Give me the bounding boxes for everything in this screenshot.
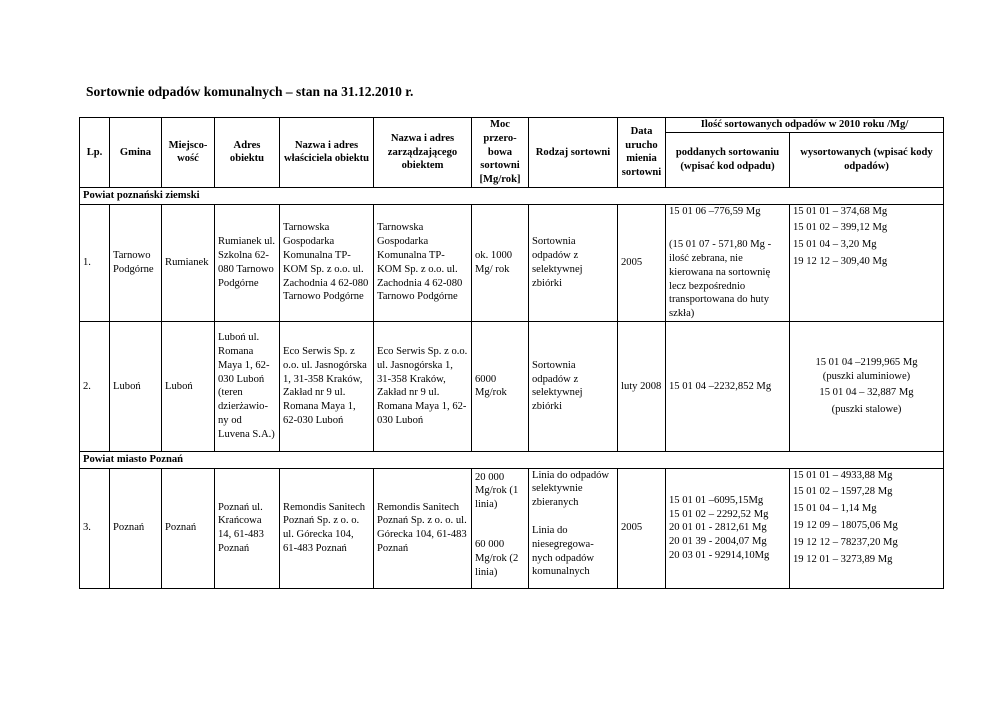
cell-lp: 1. bbox=[80, 204, 110, 321]
cell-data: 2005 bbox=[618, 468, 666, 588]
capacity-line-2: 60 000 Mg/rok (2 linia) bbox=[475, 539, 519, 578]
cell-miejscowosc: Rumianek bbox=[162, 204, 215, 321]
waste-code-entry: 15 01 02 – 2292,52 Mg bbox=[669, 508, 769, 520]
header-adres: Adres obiektu bbox=[215, 118, 280, 188]
header-poddanych: poddanych sortowaniu (wpisać kod odpadu) bbox=[666, 133, 790, 187]
header-rodzaj: Rodzaj sortowni bbox=[529, 118, 618, 188]
header-data: Data urucho mienia sortowni bbox=[618, 118, 666, 188]
waste-code-entry: 20 01 01 - 2812,61 Mg bbox=[669, 522, 767, 534]
waste-code-entry: 20 03 01 - 92914,10Mg bbox=[669, 549, 770, 561]
cell-gmina: Poznań bbox=[110, 468, 162, 588]
cell-data: 2005 bbox=[618, 204, 666, 321]
waste-code-entry: 15 01 04 – 1,14 Mg bbox=[793, 503, 877, 515]
header-miejscowosc: Miejsco-wość bbox=[162, 118, 215, 188]
waste-code-entry: 15 01 04 – 3,20 Mg bbox=[793, 239, 877, 251]
cell-adres: Luboń ul. Romana Maya 1, 62-030 Luboń (teren dzierżawio-ny od Luvena S.A.) bbox=[215, 321, 280, 451]
cell-zarzadzajacy: Remondis Sanitech Poznań Sp. z o. o. ul. Górecka 104, 61-483 Poznań bbox=[374, 468, 472, 588]
cell-zarzadzajacy: Tarnowska Gospodarka Komunalna TP-KOM Sp. z o.o. ul. Zachodnia 4 62-080 Tarnowo Podgórne bbox=[374, 204, 472, 321]
cell-poddanych bbox=[666, 204, 790, 321]
waste-code-entry: 15 01 02 – 1597,28 Mg bbox=[793, 486, 893, 498]
cell-rodzaj: Sortownia odpadów z selektywnej zbiórki bbox=[529, 204, 618, 321]
waste-code-entry: (15 01 07 - 571,80 Mg - ilość zebrana, nie kierowana na sortownię lecz bezpośrednio transportowana do huty szkła) bbox=[669, 239, 772, 320]
header-zarzadzajacy: Nazwa i adres zarządzającego obiektem bbox=[374, 118, 472, 188]
cell-rodzaj bbox=[529, 468, 618, 588]
cell-miejscowosc: Poznań bbox=[162, 468, 215, 588]
waste-code-entry: 19 12 09 – 18075,06 Mg bbox=[793, 520, 898, 532]
table-row bbox=[80, 468, 944, 588]
header-wysortowanych: wysortowanych (wpisać kody odpadów) bbox=[790, 133, 944, 187]
waste-code-entry: 19 12 12 – 309,40 Mg bbox=[793, 255, 888, 267]
cell-lp: 3. bbox=[80, 468, 110, 588]
cell-rodzaj: Sortownia odpadów z selektywnej zbiórki bbox=[529, 321, 618, 451]
waste-code-entry: 20 01 39 - 2004,07 Mg bbox=[669, 536, 767, 548]
sorting-line-1: Linia do odpadów selektywnie zbieranych bbox=[532, 469, 610, 509]
header-gmina: Gmina bbox=[110, 118, 162, 188]
waste-code-entry: 15 01 04 – 32,887 Mg bbox=[819, 387, 914, 399]
waste-code-entry: 15 01 04 –2199,965 Mg bbox=[815, 356, 918, 368]
cell-zarzadzajacy: Eco Serwis Sp. z o.o. ul. Jasnogórska 1, 31-358 Kraków, Zakład nr 9 ul. Romana Maya 1, 62-030 Luboń bbox=[374, 321, 472, 451]
header-lp: Lp. bbox=[80, 118, 110, 188]
section-powiat-miasto-poznan: Powiat miasto Poznań bbox=[80, 451, 944, 468]
cell-wysortowanych bbox=[790, 321, 944, 451]
cell-poddanych: 15 01 04 –2232,852 Mg bbox=[666, 321, 790, 451]
waste-code-entry: 19 12 12 – 78237,20 Mg bbox=[793, 536, 898, 548]
waste-code-entry: 15 01 01 – 374,68 Mg bbox=[793, 205, 888, 217]
cell-wlasciciel: Eco Serwis Sp. z o.o. ul. Jasnogórska 1, 31-358 Kraków, Zakład nr 9 ul. Romana Maya 1, 62-030 Luboń bbox=[280, 321, 374, 451]
cell-wlasciciel: Tarnowska Gospodarka Komunalna TP-KOM Sp. z o.o. ul. Zachodnia 4 62-080 Tarnowo Podgórne bbox=[280, 204, 374, 321]
sorting-line-2: Linia do niesegregowa-nych odpadów komunalnych bbox=[532, 525, 595, 578]
cell-gmina: Tarnowo Podgórne bbox=[110, 204, 162, 321]
cell-adres: Poznań ul. Krańcowa 14, 61-483 Poznań bbox=[215, 468, 280, 588]
cell-wysortowanych bbox=[790, 204, 944, 321]
capacity-line-1: 20 000 Mg/rok (1 linia) bbox=[475, 471, 519, 511]
header-wlasciciel: Nazwa i adres właściciela obiektu bbox=[280, 118, 374, 188]
waste-code-entry: (puszki aluminiowe) bbox=[822, 370, 911, 382]
cell-wysortowanych bbox=[790, 468, 944, 588]
cell-moc bbox=[472, 468, 529, 588]
cell-miejscowosc: Luboń bbox=[162, 321, 215, 451]
table-row bbox=[80, 204, 944, 321]
waste-code-entry: (puszki stalowe) bbox=[831, 404, 902, 416]
cell-poddanych bbox=[666, 468, 790, 588]
page-title: Sortownie odpadów komunalnych – stan na 31.12.2010 r. bbox=[86, 84, 414, 99]
cell-wlasciciel: Remondis Sanitech Poznań Sp. z o. o. ul. Górecka 104, 61-483 Poznań bbox=[280, 468, 374, 588]
cell-moc: 6000 Mg/rok bbox=[472, 321, 529, 451]
sorting-plants-table bbox=[79, 117, 944, 589]
cell-gmina: Luboń bbox=[110, 321, 162, 451]
waste-code-entry: 15 01 01 – 4933,88 Mg bbox=[793, 469, 893, 481]
cell-lp: 2. bbox=[80, 321, 110, 451]
cell-adres: Rumianek ul. Szkolna 62-080 Tarnowo Podgórne bbox=[215, 204, 280, 321]
waste-code-entry: 15 01 06 –776,59 Mg bbox=[669, 205, 761, 217]
waste-code-entry: 15 01 01 –6095,15Mg bbox=[669, 494, 764, 506]
section-powiat-poznanski: Powiat poznański ziemski bbox=[80, 187, 944, 204]
waste-code-entry: 15 01 02 – 399,12 Mg bbox=[793, 222, 888, 234]
waste-code-entry: 19 12 01 – 3273,89 Mg bbox=[793, 553, 893, 565]
header-moc: Moc przero-bowa sortowni [Mg/rok] bbox=[472, 118, 529, 188]
cell-moc: ok. 1000 Mg/ rok bbox=[472, 204, 529, 321]
header-ilosc: Ilość sortowanych odpadów w 2010 roku /Mg/ bbox=[666, 118, 944, 133]
cell-data: luty 2008 bbox=[618, 321, 666, 451]
table-row bbox=[80, 321, 944, 451]
